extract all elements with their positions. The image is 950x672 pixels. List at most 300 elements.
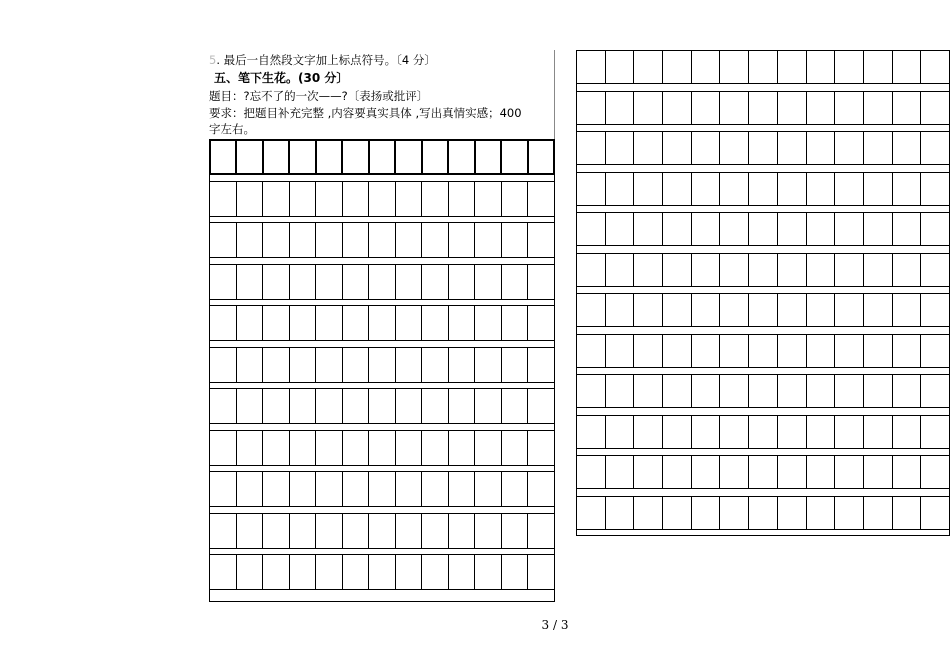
grid-cell [290, 223, 317, 257]
row-spacer [209, 590, 555, 602]
grid-row [576, 50, 950, 84]
grid-cell [263, 514, 290, 548]
grid-cell [634, 497, 663, 529]
grid-cell [422, 306, 449, 340]
grid-cell [835, 416, 864, 448]
grid-cell [475, 223, 502, 257]
grid-cell [502, 182, 529, 216]
grid-row [209, 430, 555, 466]
grid-cell [396, 431, 423, 465]
grid-row [209, 222, 555, 258]
grid-cell [606, 213, 635, 245]
grid-cell [343, 306, 370, 340]
grid-cell [396, 306, 423, 340]
grid-cell [369, 389, 396, 423]
grid-cell [502, 306, 529, 340]
grid-cell [237, 265, 264, 299]
grid-cell [577, 173, 606, 205]
grid-cell [577, 132, 606, 164]
grid-cell [835, 456, 864, 488]
grid-cell [634, 294, 663, 326]
grid-cell [316, 306, 343, 340]
grid-cell [720, 416, 749, 448]
grid-cell [475, 472, 502, 506]
grid-row [576, 374, 950, 408]
grid-cell [237, 514, 264, 548]
grid-cell [749, 254, 778, 286]
grid-cell [290, 555, 317, 589]
grid-cell [921, 173, 949, 205]
grid-cell [263, 389, 290, 423]
grid-cell [749, 51, 778, 83]
grid-cell [210, 431, 237, 465]
grid-cell [577, 92, 606, 124]
grid-cell [720, 51, 749, 83]
grid-cell [237, 182, 264, 216]
grid-cell [290, 141, 316, 173]
grid-cell [263, 348, 290, 382]
grid-cell [396, 555, 423, 589]
grid-cell [369, 555, 396, 589]
grid-cell [369, 348, 396, 382]
grid-cell [663, 294, 692, 326]
grid-cell [778, 92, 807, 124]
grid-cell [663, 497, 692, 529]
grid-cell [290, 472, 317, 506]
grid-cell [921, 294, 949, 326]
grid-cell [864, 335, 893, 367]
grid-cell [369, 472, 396, 506]
item-5-instruction [209, 52, 436, 68]
grid-cell [807, 416, 836, 448]
grid-cell [893, 375, 922, 407]
grid-cell [720, 92, 749, 124]
grid-cell [778, 497, 807, 529]
grid-cell [528, 182, 554, 216]
grid-cell [396, 389, 423, 423]
grid-row [209, 471, 555, 507]
grid-cell [749, 294, 778, 326]
grid-cell [778, 254, 807, 286]
grid-cell [893, 254, 922, 286]
grid-cell [835, 375, 864, 407]
grid-cell [807, 213, 836, 245]
grid-row [576, 455, 950, 489]
grid-cell [237, 141, 263, 173]
grid-row [576, 415, 950, 449]
grid-cell [343, 472, 370, 506]
grid-cell [778, 375, 807, 407]
grid-cell [663, 92, 692, 124]
grid-cell [210, 348, 237, 382]
grid-cell [663, 456, 692, 488]
grid-cell [749, 173, 778, 205]
grid-cell [720, 497, 749, 529]
grid-cell [893, 132, 922, 164]
grid-cell [663, 213, 692, 245]
grid-cell [807, 497, 836, 529]
essay-requirement-continued: 字左右。 [209, 122, 255, 136]
grid-cell [475, 431, 502, 465]
grid-cell [422, 348, 449, 382]
grid-cell [807, 375, 836, 407]
grid-cell [807, 132, 836, 164]
grid-row [576, 253, 950, 287]
grid-cell [921, 335, 949, 367]
grid-cell [369, 431, 396, 465]
grid-cell [864, 416, 893, 448]
grid-cell [749, 456, 778, 488]
grid-cell [422, 514, 449, 548]
grid-cell [835, 173, 864, 205]
grid-row [209, 181, 555, 217]
grid-cell [577, 375, 606, 407]
grid-cell [316, 472, 343, 506]
grid-cell [807, 173, 836, 205]
grid-cell [692, 416, 721, 448]
grid-row [576, 496, 950, 530]
grid-cell [864, 456, 893, 488]
grid-cell [807, 254, 836, 286]
grid-cell [692, 132, 721, 164]
grid-cell [807, 294, 836, 326]
grid-cell [396, 265, 423, 299]
grid-cell [316, 514, 343, 548]
grid-cell [692, 335, 721, 367]
grid-cell [290, 306, 317, 340]
grid-cell [475, 182, 502, 216]
grid-cell [475, 306, 502, 340]
grid-cell [720, 375, 749, 407]
grid-cell [749, 213, 778, 245]
grid-cell [210, 555, 237, 589]
grid-cell [835, 294, 864, 326]
grid-cell [577, 416, 606, 448]
grid-cell [893, 456, 922, 488]
grid-cell [692, 294, 721, 326]
grid-cell [237, 306, 264, 340]
grid-cell [835, 497, 864, 529]
grid-cell [502, 265, 529, 299]
grid-cell [210, 514, 237, 548]
grid-cell [835, 132, 864, 164]
grid-cell [577, 456, 606, 488]
grid-cell [422, 555, 449, 589]
grid-cell [577, 497, 606, 529]
grid-cell [864, 497, 893, 529]
grid-cell [835, 213, 864, 245]
grid-cell [864, 132, 893, 164]
grid-cell [864, 51, 893, 83]
grid-cell [606, 416, 635, 448]
grid-cell [835, 335, 864, 367]
grid-cell [835, 51, 864, 83]
grid-cell [529, 141, 553, 173]
grid-cell [422, 182, 449, 216]
composition-grid-right [576, 50, 950, 536]
grid-cell [893, 497, 922, 529]
essay-requirement: 要求：把题目补充完整 ,内容要真实具体 ,写出真情实感；400 [209, 106, 522, 120]
grid-row [209, 139, 555, 175]
grid-cell [864, 375, 893, 407]
grid-cell [502, 141, 528, 173]
grid-cell [290, 389, 317, 423]
grid-cell [316, 223, 343, 257]
item-5-text: . 最后一自然段文字加上标点符号。〔4 分〕 [216, 53, 436, 67]
grid-cell [807, 92, 836, 124]
grid-cell [290, 265, 317, 299]
grid-cell [921, 497, 949, 529]
grid-cell [634, 335, 663, 367]
grid-cell [316, 265, 343, 299]
grid-cell [502, 223, 529, 257]
grid-cell [210, 389, 237, 423]
grid-cell [422, 265, 449, 299]
grid-cell [210, 472, 237, 506]
grid-cell [606, 375, 635, 407]
grid-cell [396, 141, 422, 173]
section-five-title: 五、笔下生花。(30 分〕 [214, 71, 349, 85]
grid-cell [606, 92, 635, 124]
grid-cell [807, 456, 836, 488]
grid-cell [528, 431, 554, 465]
grid-cell [692, 375, 721, 407]
grid-cell [893, 173, 922, 205]
grid-cell [343, 389, 370, 423]
page-number: 3 / 3 [541, 618, 569, 632]
grid-cell [921, 213, 949, 245]
grid-cell [749, 335, 778, 367]
grid-cell [921, 456, 949, 488]
grid-cell [577, 335, 606, 367]
grid-cell [528, 514, 554, 548]
grid-cell [692, 92, 721, 124]
grid-row [209, 388, 555, 424]
grid-row [576, 212, 950, 246]
grid-cell [864, 92, 893, 124]
grid-cell [211, 141, 237, 173]
grid-cell [263, 265, 290, 299]
grid-cell [343, 348, 370, 382]
grid-cell [316, 431, 343, 465]
grid-cell [396, 182, 423, 216]
grid-cell [475, 514, 502, 548]
grid-cell [692, 254, 721, 286]
grid-cell [290, 514, 317, 548]
grid-cell [369, 265, 396, 299]
grid-cell [502, 389, 529, 423]
grid-cell [369, 182, 396, 216]
grid-cell [606, 294, 635, 326]
grid-cell [343, 555, 370, 589]
grid-cell [606, 335, 635, 367]
grid-cell [476, 141, 502, 173]
grid-cell [893, 335, 922, 367]
grid-cell [749, 416, 778, 448]
grid-cell [893, 51, 922, 83]
grid-cell [528, 306, 554, 340]
grid-cell [369, 306, 396, 340]
grid-cell [422, 472, 449, 506]
grid-cell [449, 223, 476, 257]
grid-cell [449, 472, 476, 506]
grid-row [209, 513, 555, 549]
grid-row [576, 131, 950, 165]
grid-cell [864, 254, 893, 286]
grid-cell [778, 51, 807, 83]
grid-cell [606, 173, 635, 205]
grid-cell [449, 348, 476, 382]
grid-cell [210, 182, 237, 216]
grid-cell [290, 348, 317, 382]
grid-cell [577, 51, 606, 83]
grid-cell [528, 223, 554, 257]
essay-topic: 题目：?忘不了的一次——?〔表扬或批评〕 [209, 89, 429, 103]
grid-cell [634, 456, 663, 488]
grid-cell [577, 254, 606, 286]
grid-cell [606, 51, 635, 83]
grid-cell [606, 497, 635, 529]
grid-cell [343, 182, 370, 216]
item-5-number: 5 [209, 53, 217, 67]
grid-cell [449, 265, 476, 299]
grid-cell [663, 254, 692, 286]
grid-cell [720, 254, 749, 286]
grid-cell [577, 213, 606, 245]
grid-cell [864, 213, 893, 245]
grid-cell [264, 141, 290, 173]
grid-cell [449, 555, 476, 589]
grid-cell [921, 416, 949, 448]
grid-cell [449, 141, 475, 173]
grid-cell [316, 182, 343, 216]
grid-cell [449, 182, 476, 216]
grid-row [209, 347, 555, 383]
grid-cell [720, 456, 749, 488]
grid-cell [634, 416, 663, 448]
grid-cell [449, 514, 476, 548]
grid-cell [502, 348, 529, 382]
grid-cell [263, 306, 290, 340]
grid-cell [343, 223, 370, 257]
grid-cell [835, 92, 864, 124]
grid-cell [422, 389, 449, 423]
grid-cell [720, 294, 749, 326]
grid-cell [528, 348, 554, 382]
grid-cell [502, 472, 529, 506]
grid-row [209, 554, 555, 590]
grid-cell [396, 348, 423, 382]
grid-cell [577, 294, 606, 326]
grid-cell [343, 431, 370, 465]
grid-cell [778, 132, 807, 164]
grid-cell [343, 141, 369, 173]
grid-cell [778, 173, 807, 205]
grid-cell [921, 254, 949, 286]
grid-cell [237, 555, 264, 589]
grid-cell [692, 51, 721, 83]
grid-cell [921, 132, 949, 164]
grid-cell [210, 306, 237, 340]
row-spacer [576, 530, 950, 537]
grid-cell [606, 254, 635, 286]
grid-cell [720, 173, 749, 205]
grid-cell [210, 265, 237, 299]
grid-cell [778, 213, 807, 245]
grid-cell [692, 173, 721, 205]
grid-cell [749, 375, 778, 407]
grid-cell [263, 431, 290, 465]
grid-cell [396, 472, 423, 506]
grid-cell [528, 265, 554, 299]
grid-row [209, 305, 555, 341]
grid-cell [422, 223, 449, 257]
grid-cell [692, 497, 721, 529]
grid-cell [263, 472, 290, 506]
grid-cell [396, 223, 423, 257]
grid-cell [807, 335, 836, 367]
grid-row [576, 334, 950, 368]
grid-cell [634, 132, 663, 164]
grid-cell [749, 92, 778, 124]
grid-cell [237, 389, 264, 423]
grid-cell [663, 173, 692, 205]
grid-cell [475, 348, 502, 382]
grid-cell [692, 456, 721, 488]
grid-cell [502, 555, 529, 589]
grid-cell [720, 132, 749, 164]
grid-cell [475, 265, 502, 299]
grid-cell [749, 132, 778, 164]
grid-cell [634, 213, 663, 245]
grid-cell [634, 92, 663, 124]
grid-cell [778, 294, 807, 326]
grid-cell [370, 141, 396, 173]
grid-cell [778, 335, 807, 367]
grid-cell [921, 92, 949, 124]
grid-cell [893, 213, 922, 245]
grid-cell [316, 348, 343, 382]
grid-cell [343, 514, 370, 548]
grid-cell [237, 223, 264, 257]
grid-cell [290, 431, 317, 465]
grid-cell [237, 348, 264, 382]
grid-cell [422, 431, 449, 465]
grid-cell [423, 141, 449, 173]
grid-cell [502, 431, 529, 465]
grid-cell [893, 92, 922, 124]
grid-cell [663, 375, 692, 407]
grid-row [576, 293, 950, 327]
grid-cell [606, 132, 635, 164]
grid-cell [449, 389, 476, 423]
grid-cell [692, 213, 721, 245]
grid-cell [263, 223, 290, 257]
grid-cell [316, 389, 343, 423]
grid-cell [663, 51, 692, 83]
grid-cell [634, 375, 663, 407]
grid-cell [749, 497, 778, 529]
grid-cell [528, 472, 554, 506]
grid-cell [502, 514, 529, 548]
grid-cell [263, 555, 290, 589]
grid-row [209, 264, 555, 300]
grid-cell [864, 173, 893, 205]
grid-cell [237, 472, 264, 506]
grid-cell [663, 335, 692, 367]
grid-cell [921, 51, 949, 83]
grid-cell [634, 254, 663, 286]
